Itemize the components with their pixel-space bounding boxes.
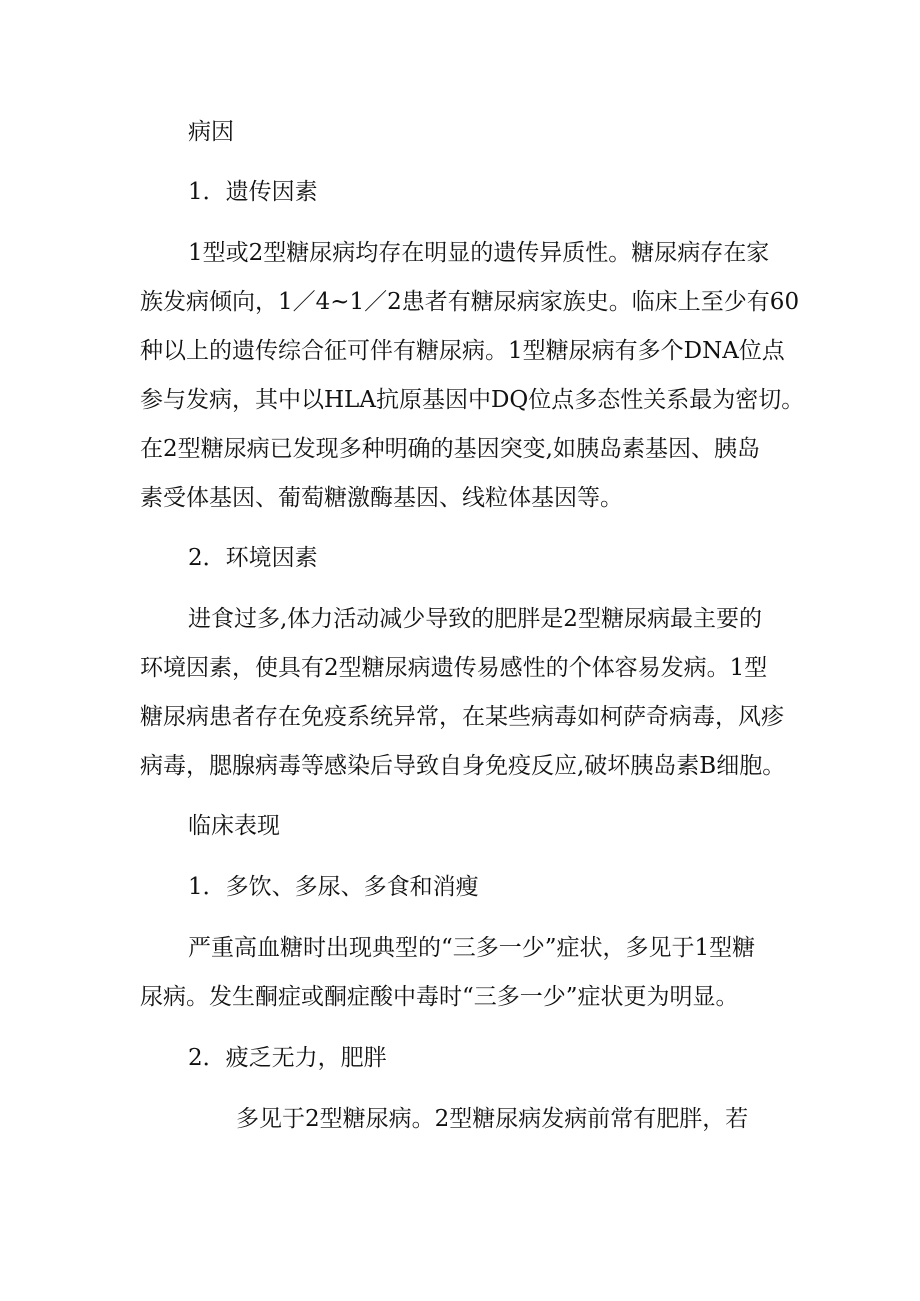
paragraph-line: 环境因素，使具有2型糖尿病遗传易感性的个体容易发病。1型 <box>140 655 768 681</box>
subheading-fatigue: 2．疲乏无力，肥胖 <box>188 1045 387 1071</box>
paragraph-line: 尿病。发生酮症或酮症酸中毒时“三多一少”症状更为明显。 <box>140 984 739 1010</box>
paragraph-line: 病毒，腮腺病毒等感染后导致自身免疫反应,破坏胰岛素B细胞。 <box>140 753 786 779</box>
paragraph-line: 种以上的遗传综合征可伴有糖尿病。1型糖尿病有多个DNA位点 <box>140 338 785 364</box>
section-heading-clinical: 临床表现 <box>188 813 280 839</box>
paragraph-line: 素受体基因、葡萄糖激酶基因、线粒体基因等。 <box>140 485 623 511</box>
paragraph-line: 糖尿病患者存在免疫系统异常，在某些病毒如柯萨奇病毒，风疹 <box>140 704 784 730</box>
subheading-genetic-factors: 1．遗传因素 <box>188 179 318 205</box>
paragraph-line: 参与发病，其中以HLA抗原基因中DQ位点多态性关系最为密切。 <box>140 387 805 413</box>
paragraph-line: 进食过多,体力活动减少导致的肥胖是2型糖尿病最主要的 <box>188 606 762 632</box>
paragraph-line: 族发病倾向，1／4~1／2患者有糖尿病家族史。临床上至少有60 <box>140 289 800 315</box>
paragraph-line: 在2型糖尿病已发现多种明确的基因突变,如胰岛素基因、胰岛 <box>140 436 760 462</box>
paragraph-line: 严重高血糖时出现典型的“三多一少”症状，多见于1型糖 <box>188 935 756 961</box>
paragraph-line: 多见于2型糖尿病。2型糖尿病发病前常有肥胖，若 <box>236 1106 749 1132</box>
section-heading-cause: 病因 <box>188 119 234 145</box>
subheading-environmental-factors: 2．环境因素 <box>188 545 318 571</box>
paragraph-line: 1型或2型糖尿病均存在明显的遗传异质性。糖尿病存在家 <box>188 240 770 266</box>
subheading-three-more: 1．多饮、多尿、多食和消瘦 <box>188 874 479 900</box>
